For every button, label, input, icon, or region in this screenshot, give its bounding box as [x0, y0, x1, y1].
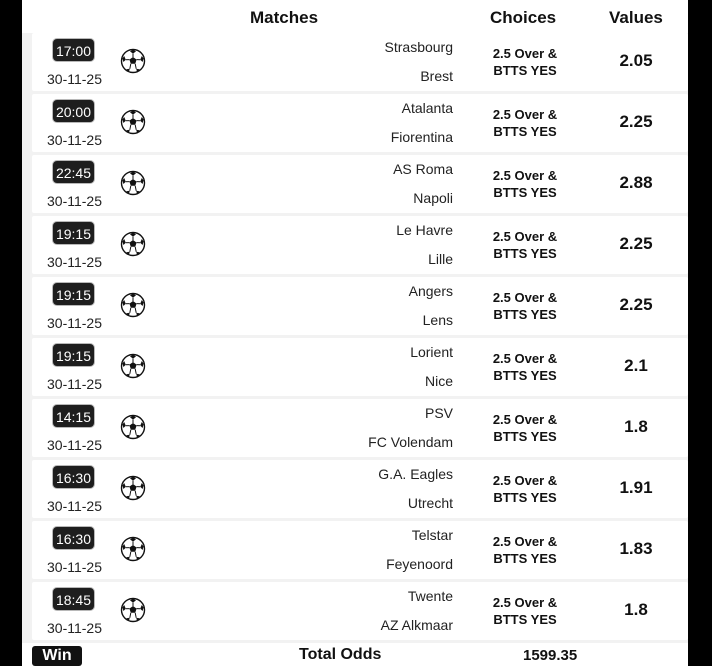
soccer-ball-icon [120, 231, 146, 257]
soccer-ball-icon [120, 48, 146, 74]
bet-choice [478, 167, 572, 201]
odds-value: 2.1 [624, 356, 648, 375]
soccer-ball-icon [120, 475, 146, 501]
odds-value: 2.05 [619, 51, 653, 70]
bet-choice-line-1: 2.5 Over & [492, 351, 558, 366]
bet-choice-line-2: BTTS YES [493, 185, 557, 200]
odds-value: 2.88 [619, 173, 653, 192]
away-team: Lille [428, 251, 453, 267]
match-list [32, 33, 688, 643]
away-team: Feyenoord [386, 556, 453, 572]
kickoff-time: 22:45 [52, 160, 95, 184]
bet-choice-line-2: BTTS YES [493, 551, 557, 566]
match-date: 30-11-25 [47, 559, 103, 575]
away-team: Lens [422, 312, 453, 328]
total-odds-value: 1599.35 [523, 647, 578, 664]
match-row[interactable] [32, 94, 688, 152]
odds-value: 2.25 [619, 295, 653, 314]
bet-choice [478, 533, 572, 567]
match-date: 30-11-25 [47, 193, 103, 209]
bet-choice-line-1: 2.5 Over & [492, 534, 558, 549]
bet-choice [478, 472, 572, 506]
match-row[interactable] [32, 33, 688, 91]
away-team: Utrecht [407, 495, 453, 511]
away-team: FC Volendam [368, 434, 453, 450]
choices-column-header: Choices [490, 8, 557, 27]
soccer-ball-icon [120, 170, 146, 196]
match-date: 30-11-25 [47, 620, 103, 636]
match-date: 30-11-25 [47, 254, 103, 270]
values-column-header: Values [609, 8, 663, 27]
away-team: Napoli [413, 190, 453, 206]
odds-value: 1.8 [624, 600, 648, 619]
home-team: AS Roma [393, 161, 453, 177]
home-team: Strasbourg [384, 39, 453, 55]
away-team: Nice [424, 373, 453, 389]
bet-choice [478, 45, 572, 79]
kickoff-time: 16:30 [52, 465, 95, 489]
match-row[interactable] [32, 338, 688, 396]
bet-choice-line-2: BTTS YES [493, 612, 557, 627]
bet-choice [478, 106, 572, 140]
bet-choice-line-1: 2.5 Over & [492, 46, 558, 61]
away-team: Fiorentina [390, 129, 453, 145]
total-odds-label: Total Odds [299, 646, 382, 663]
betting-slip [22, 0, 688, 666]
bet-choice [478, 594, 572, 628]
match-row[interactable] [32, 521, 688, 579]
bet-choice-line-1: 2.5 Over & [492, 168, 558, 183]
home-team: Lorient [410, 344, 453, 360]
kickoff-time: 19:15 [52, 221, 95, 245]
away-team: AZ Alkmaar [380, 617, 453, 633]
match-row[interactable] [32, 155, 688, 213]
away-team: Brest [420, 68, 453, 84]
odds-value: 1.83 [619, 539, 653, 558]
match-row[interactable] [32, 399, 688, 457]
home-team: Atalanta [401, 100, 453, 116]
match-date: 30-11-25 [47, 437, 103, 453]
bet-choice-line-1: 2.5 Over & [492, 473, 558, 488]
kickoff-time: 19:15 [52, 343, 95, 367]
match-row[interactable] [32, 582, 688, 640]
match-row[interactable] [32, 460, 688, 518]
soccer-ball-icon [120, 597, 146, 623]
kickoff-time: 18:45 [52, 587, 95, 611]
soccer-ball-icon [120, 109, 146, 135]
bet-choice-line-2: BTTS YES [493, 368, 557, 383]
summary-bar [22, 643, 688, 666]
home-team: Twente [407, 588, 453, 604]
bet-choice [478, 228, 572, 262]
bet-choice-line-1: 2.5 Over & [492, 107, 558, 122]
odds-value: 1.91 [619, 478, 653, 497]
kickoff-time: 17:00 [52, 38, 95, 62]
kickoff-time: 19:15 [52, 282, 95, 306]
bet-choice-line-1: 2.5 Over & [492, 595, 558, 610]
bet-choice-line-2: BTTS YES [493, 490, 557, 505]
kickoff-time: 16:30 [52, 526, 95, 550]
match-row[interactable] [32, 216, 688, 274]
table-header [22, 0, 688, 33]
odds-value: 1.8 [624, 417, 648, 436]
bet-choice-line-2: BTTS YES [493, 429, 557, 444]
bet-choice-line-1: 2.5 Over & [492, 229, 558, 244]
odds-value: 2.25 [619, 234, 653, 253]
home-team: Angers [408, 283, 453, 299]
bet-choice-line-2: BTTS YES [493, 307, 557, 322]
match-date: 30-11-25 [47, 315, 103, 331]
bet-choice-line-2: BTTS YES [493, 63, 557, 78]
win-badge: Win [32, 646, 82, 666]
bet-choice [478, 350, 572, 384]
soccer-ball-icon [120, 536, 146, 562]
home-team: Le Havre [396, 222, 453, 238]
match-date: 30-11-25 [47, 71, 103, 87]
match-row[interactable] [32, 277, 688, 335]
bet-choice-line-1: 2.5 Over & [492, 412, 558, 427]
soccer-ball-icon [120, 353, 146, 379]
home-team: PSV [424, 405, 453, 421]
odds-value: 2.25 [619, 112, 653, 131]
match-date: 30-11-25 [47, 498, 103, 514]
soccer-ball-icon [120, 414, 146, 440]
bet-choice-line-2: BTTS YES [493, 246, 557, 261]
match-date: 30-11-25 [47, 376, 103, 392]
bet-choice-line-1: 2.5 Over & [492, 290, 558, 305]
kickoff-time: 14:15 [52, 404, 95, 428]
home-team: G.A. Eagles [378, 466, 453, 482]
home-team: Telstar [411, 527, 453, 543]
kickoff-time: 20:00 [52, 99, 95, 123]
bet-choice-line-2: BTTS YES [493, 124, 557, 139]
matches-column-header: Matches [250, 8, 319, 27]
bet-choice [478, 289, 572, 323]
match-date: 30-11-25 [47, 132, 103, 148]
soccer-ball-icon [120, 292, 146, 318]
bet-choice [478, 411, 572, 445]
